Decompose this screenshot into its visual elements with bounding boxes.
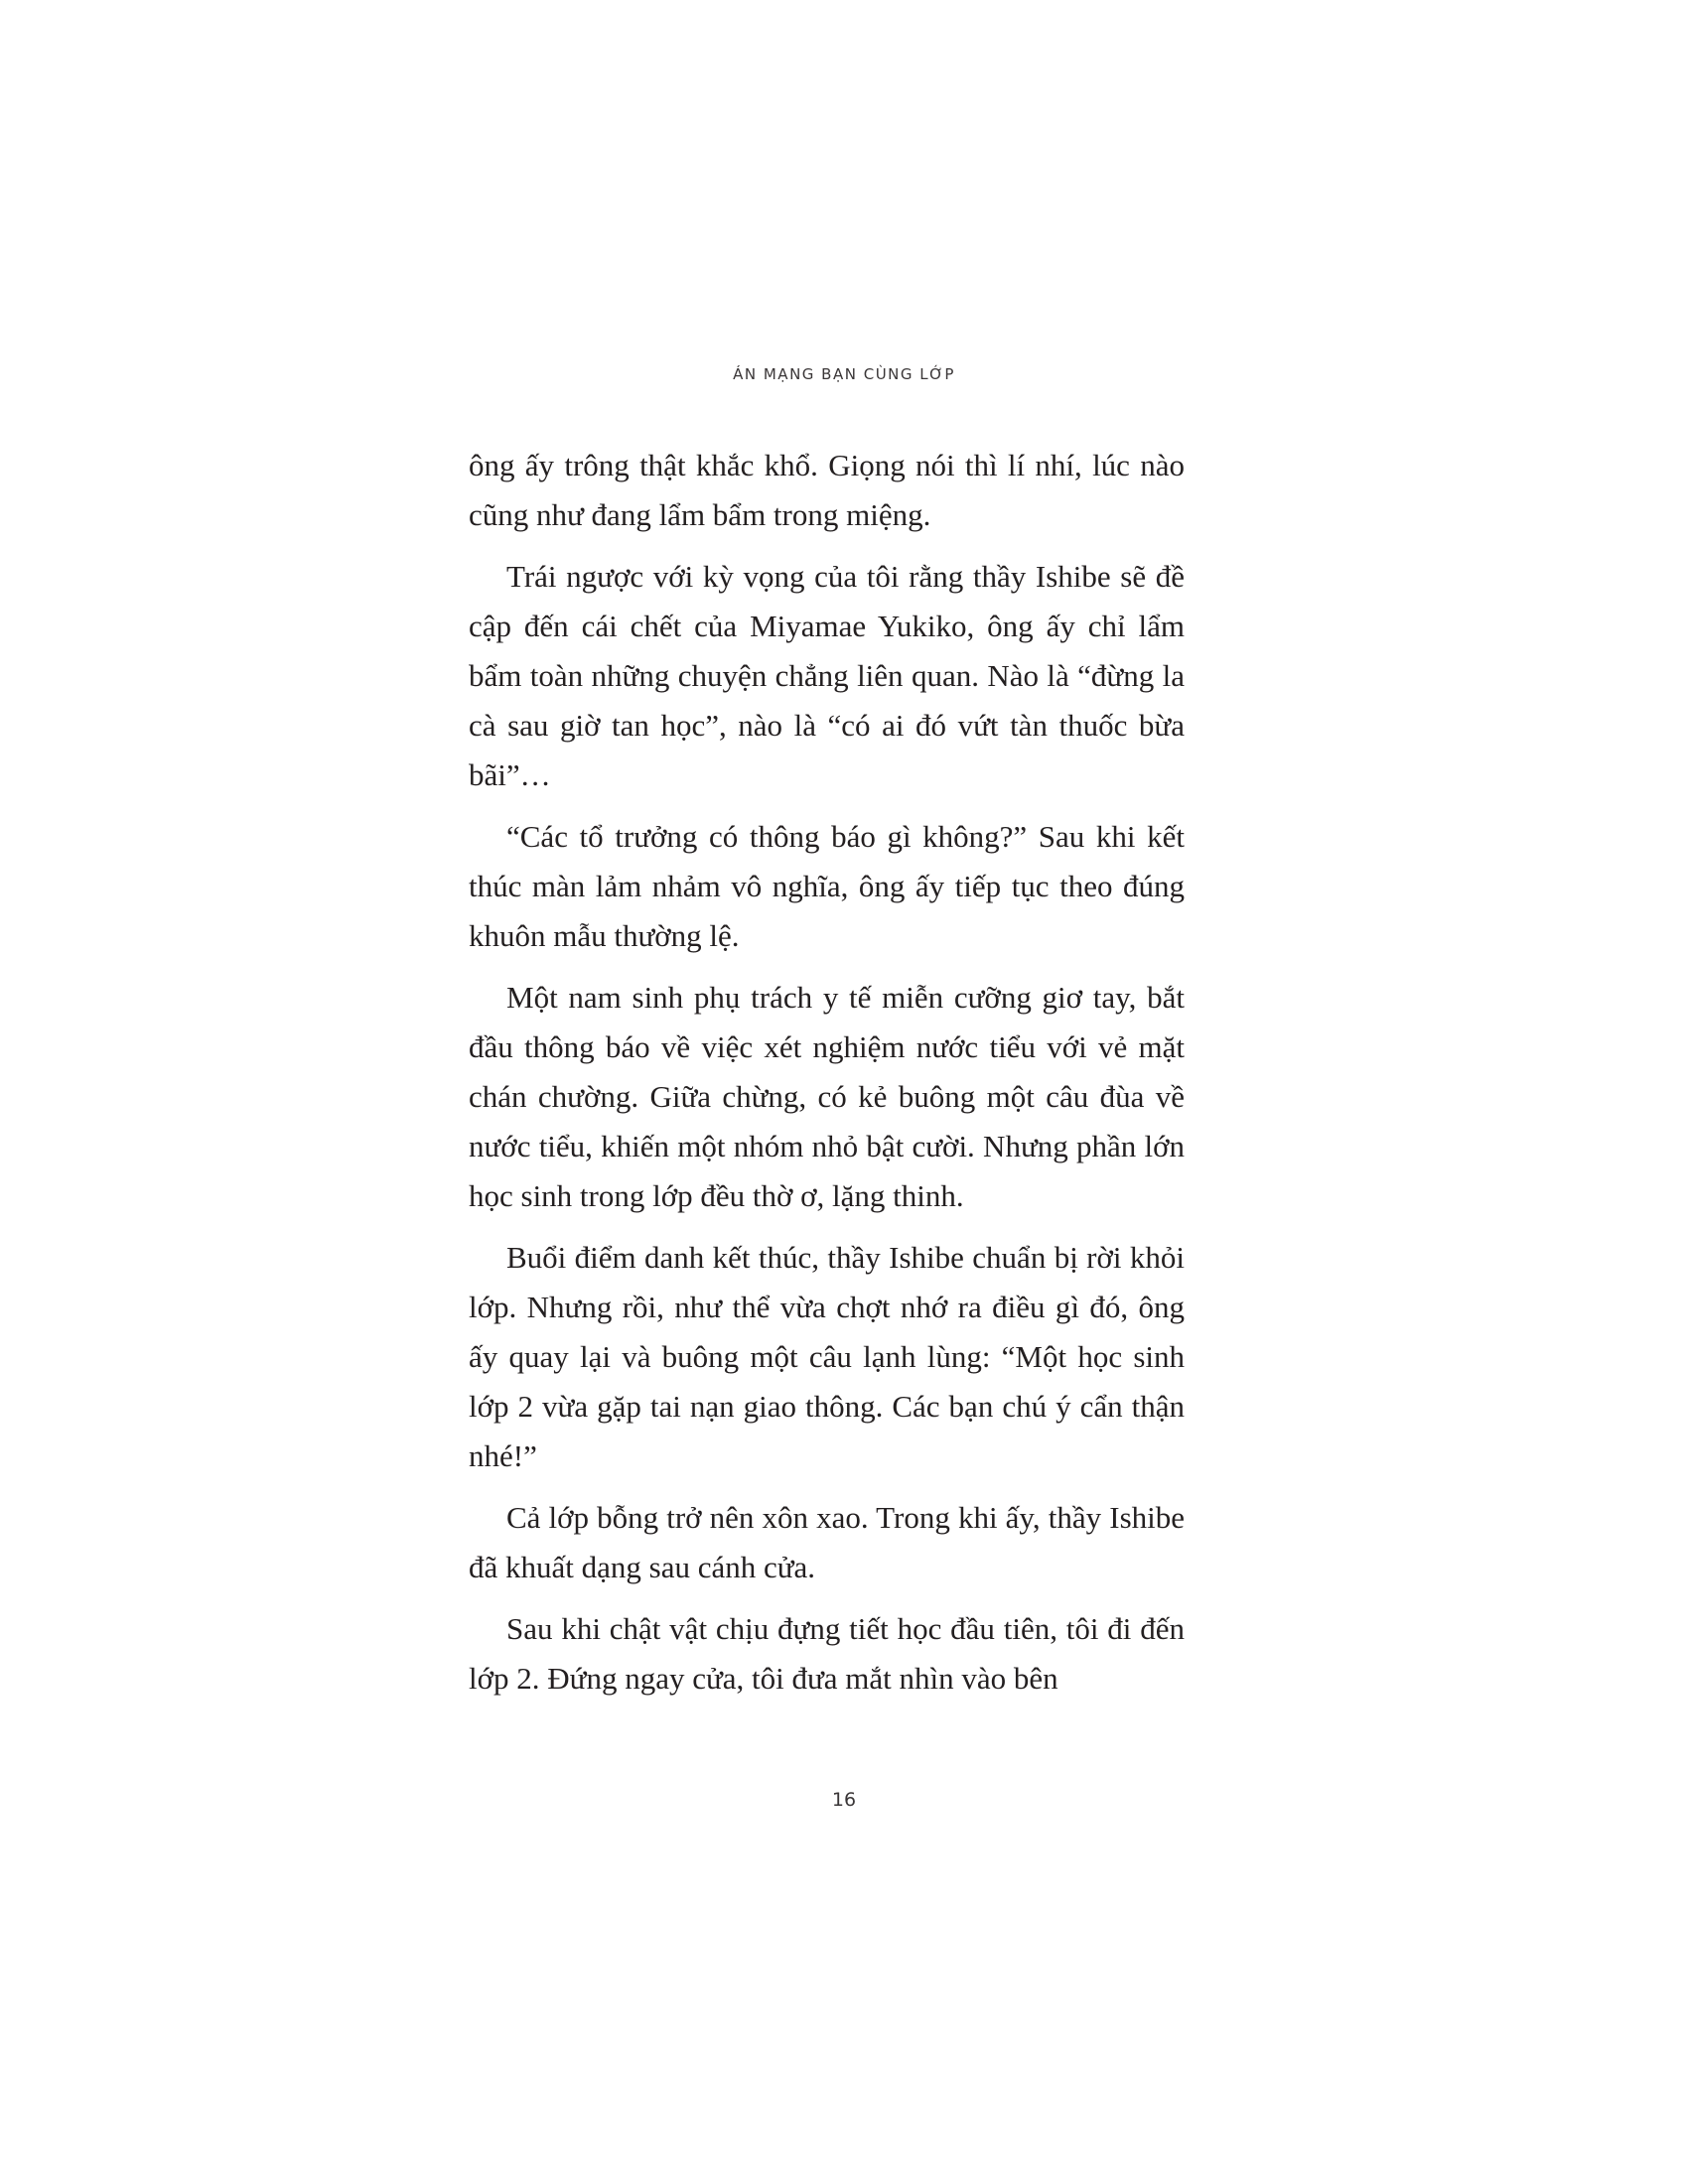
paragraph: “Các tổ trưởng có thông báo gì không?” Sau khi kết thúc màn lảm nhảm vô nghĩa, ông ấy tiếp tục theo đúng khuôn mẫu thường lệ. <box>469 819 1185 953</box>
paragraph: Sau khi chật vật chịu đựng tiết học đầu tiên, tôi đi đến lớp 2. Đứng ngay cửa, tôi đưa mắt nhìn vào bên <box>469 1611 1185 1696</box>
paragraph: Buổi điểm danh kết thúc, thầy Ishibe chuẩn bị rời khỏi lớp. Nhưng rồi, như thể vừa chợt nhớ ra điều gì đó, ông ấy quay lại và buông một câu lạnh lùng: “Một học sinh lớp 2 vừa gặp tai nạn giao thông. Các bạn chú ý cẩn thận nhé!” <box>469 1240 1185 1473</box>
paragraph: Một nam sinh phụ trách y tế miễn cưỡng giơ tay, bắt đầu thông báo về việc xét nghiệm nước tiểu với vẻ mặt chán chường. Giữa chừng, có kẻ buông một câu đùa về nước tiểu, khiến một nhóm nhỏ bật cười. Nhưng phần lớn học sinh trong lớp đều thờ ơ, lặng thinh. <box>469 980 1185 1213</box>
body-text <box>469 441 1185 1715</box>
paragraph: Trái ngược với kỳ vọng của tôi rằng thầy Ishibe sẽ đề cập đến cái chết của Miyamae Yukiko, ông ấy chỉ lẩm bẩm toàn những chuyện chẳng liên quan. Nào là “đừng la cà sau giờ tan học”, nào là “có ai đó vứt tàn thuốc bừa bãi”… <box>469 559 1185 792</box>
running-header: ÁN MẠNG BẠN CÙNG LỚP <box>733 365 955 383</box>
page-number: 16 <box>831 1789 857 1811</box>
paragraph: Cả lớp bỗng trở nên xôn xao. Trong khi ấy, thầy Ishibe đã khuất dạng sau cánh cửa. <box>469 1500 1185 1584</box>
paragraph: ông ấy trông thật khắc khổ. Giọng nói thì lí nhí, lúc nào cũng như đang lẩm bẩm trong miệng. <box>469 448 1185 532</box>
